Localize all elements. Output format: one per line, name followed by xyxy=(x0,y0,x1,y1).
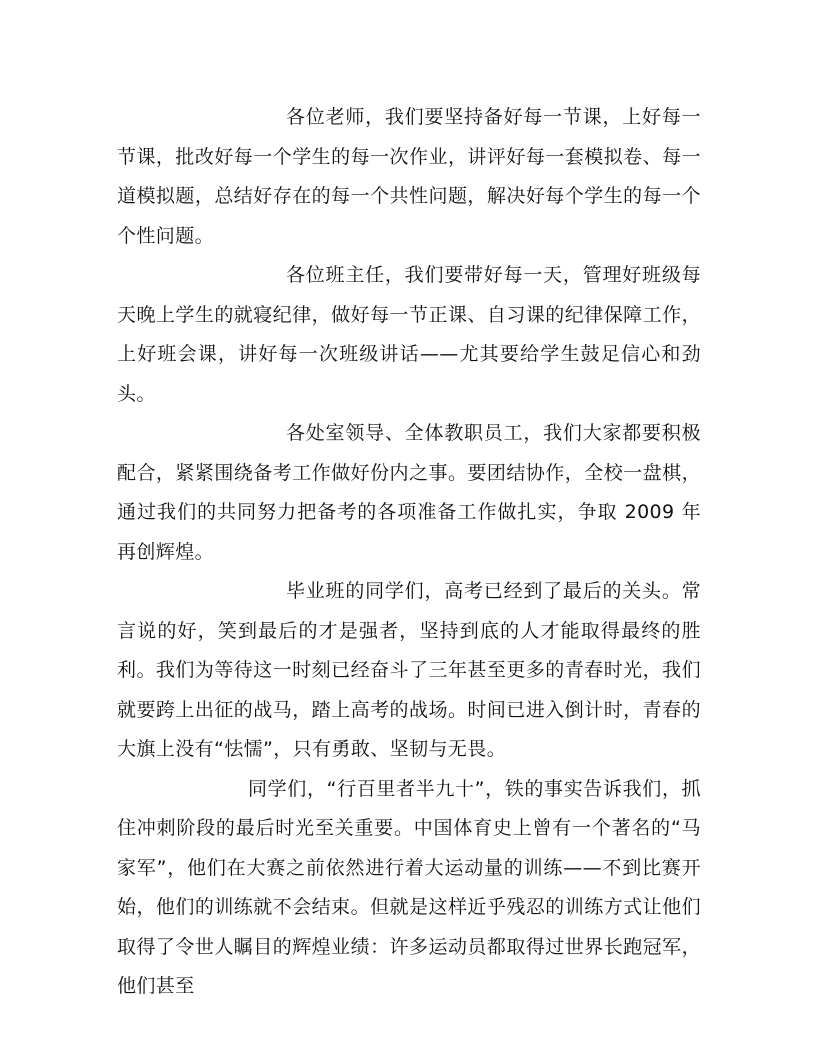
paragraph-students: 同学们，“行百里者半九十”，铁的事实告诉我们，抓住冲刺阶段的最后时光至关重要。中国体育史上曾有一个著名的“马家军”，他们在大赛之前依然进行着大运动量的训练——不到比赛开始，他们的训练就不会结束。但就是这样近乎残忍的训练方式让他们取得了令世人瞩目的辉煌业绩：许多运动员都取得过世界长跑冠军，他们甚至 xyxy=(117,777,701,997)
paragraph-staff: 各处室领导、全体教职员工，我们大家都要积极配合，紧紧围绕备考工作做好份内之事。要团结协作，全校一盘棋，通过我们的共同努力把备考的各项准备工作做扎实，争取 2009 年再创辉煌。 xyxy=(117,422,701,563)
paragraph-class-teachers: 各位班主任，我们要带好每一天，管理好班级每天晚上学生的就寝纪律，做好每一节正课、自习课的纪律保障工作，上好班会课，讲好每一次班级讲话——尤其要给学生鼓足信心和劲头。 xyxy=(117,264,701,405)
document-body xyxy=(117,98,701,1007)
paragraph-teachers: 各位老师，我们要坚持备好每一节课，上好每一节课，批改好每一个学生的每一次作业，讲评好每一套模拟卷、每一道模拟题，总结好存在的每一个共性问题，解决好每个学生的每一个个性问题。 xyxy=(117,106,701,247)
paragraph-graduates: 毕业班的同学们，高考已经到了最后的关头。常言说的好，笑到最后的才是强者，坚持到底的人才能取得最终的胜利。我们为等待这一时刻已经奋斗了三年甚至更多的青春时光，我们就要跨上出征的战马，踏上高考的战场。时间已进入倒计时，青春的大旗上没有“怯懦”，只有勇敢、坚韧与无畏。 xyxy=(117,580,701,760)
